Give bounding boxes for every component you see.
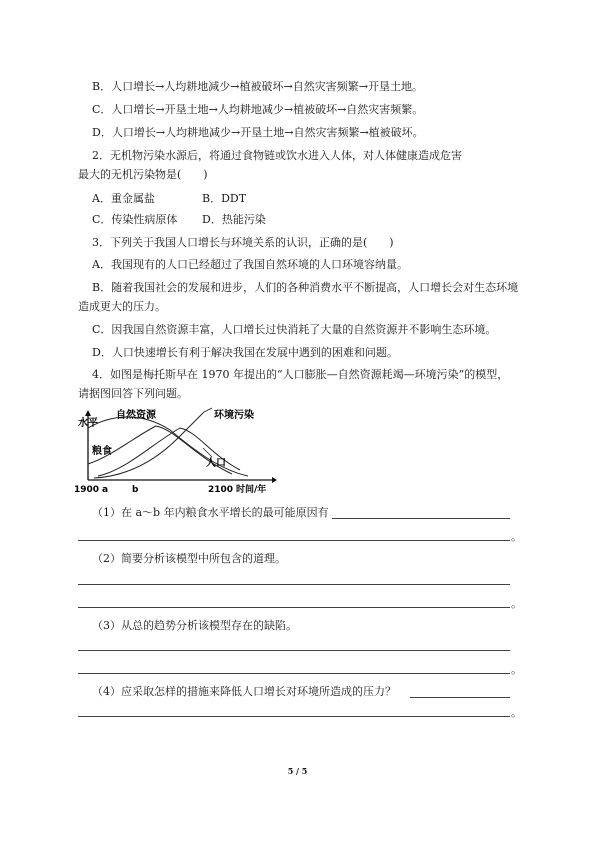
q4-sub3-period: 。 [511, 663, 522, 676]
q4-sub1: （1）在 a～b 年内粮食水平增长的最可能原因有 [92, 506, 329, 519]
label-food: 粮食 [92, 446, 112, 457]
q3-option-c: C．因我国自然资源丰富，人口增长过快消耗了大量的自然资源并不影响生态环境。 [92, 323, 497, 336]
page-number: 5 / 5 [287, 766, 308, 776]
population-model-chart [72, 404, 292, 496]
q4-sub2: （2）简要分析该模型中所包含的道理。 [92, 552, 286, 565]
q3-option-d: D．人口快速增长有利于解决我国在发展中遇到的困难和问题。 [92, 346, 398, 359]
pollution-callout [204, 408, 212, 412]
q4-sub2-answer-line-2[interactable] [78, 607, 510, 608]
tick-2100: 2100 [208, 485, 234, 495]
q1-option-c: C．人口增长→开垦土地→人均耕地减少→植被破坏→自然灾害频繁。 [92, 103, 424, 116]
q1-option-d: D．人口增长→人均耕地减少→开垦土地→自然灾害频繁→植被破坏。 [92, 126, 424, 139]
label-natural-resources: 自然资源 [116, 410, 156, 421]
q2-option-b: B．DDT [202, 192, 247, 205]
q4-sub2-period: 。 [511, 597, 522, 610]
q3-option-b-line2: 造成更大的压力。 [78, 300, 166, 313]
q4-stem-line1: 4．如图是梅托斯早在 1970 年提出的“人口膨胀—自然资源耗竭—环境污染”的模型， [92, 368, 509, 381]
y-axis-label-text: 水平 [78, 418, 98, 429]
q4-sub4-period: 。 [511, 706, 522, 719]
y-axis-arrow [85, 410, 91, 416]
q4-sub2-answer-line-1[interactable] [78, 584, 510, 585]
x-axis-label: 时间/年 [236, 485, 267, 495]
x-axis-arrow [272, 477, 277, 483]
q2-option-c: C．传染性病原体 [92, 213, 178, 226]
q4-sub4-answer-line-1[interactable] [410, 697, 510, 698]
q4-sub4: （4）应采取怎样的措施来降低人口增长对环境所造成的压力？ [92, 685, 396, 698]
q3-option-a: A．我国现有的人口已经超过了我国自然环境的人口环境容纳量。 [92, 258, 408, 271]
q2-option-d: D．热能污染 [202, 213, 266, 226]
q4-sub1-answer-line-2[interactable] [78, 540, 510, 541]
q1-option-b: B．人口增长→人均耕地减少→植被破坏→自然灾害频繁→开垦土地。 [92, 80, 423, 93]
q4-sub3: （3）从总的趋势分析该模型存在的缺陷。 [92, 619, 297, 632]
q4-stem-line2: 请据图回答下列问题。 [78, 387, 188, 400]
q2-stem-line2: 最大的无机污染物是( ) [78, 168, 208, 181]
q3-stem: 3．下列关于我国人口增长与环境关系的认识，正确的是( ) [92, 236, 394, 249]
q4-sub3-answer-line-2[interactable] [78, 673, 510, 674]
tick-1900: 1900 [74, 485, 100, 495]
y-axis-label [78, 416, 98, 429]
tick-a: a [102, 485, 109, 495]
q4-sub3-answer-line-1[interactable] [78, 650, 510, 651]
q4-sub4-answer-line-2[interactable] [78, 716, 510, 717]
tick-b: b [132, 485, 139, 495]
q4-sub1-answer-line-1[interactable] [332, 518, 510, 519]
q2-option-a: A．重金属盐 [92, 192, 155, 205]
q4-sub1-period: 。 [511, 530, 522, 543]
q3-option-b-line1: B．随着我国社会的发展和进步，人们的各种消费水平不断提高，人口增长会对生态环境 [92, 281, 519, 294]
q2-stem-line1: 2．无机物污染水源后，将通过食物链或饮水进入人体，对人体健康造成危害 [92, 149, 462, 162]
label-population: 人口 [206, 458, 226, 469]
label-pollution: 环境污染 [214, 410, 254, 421]
